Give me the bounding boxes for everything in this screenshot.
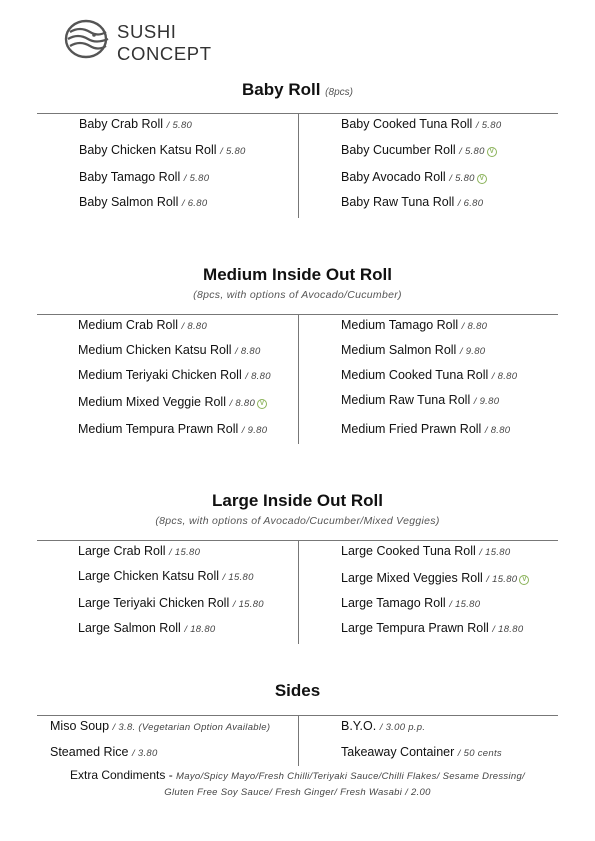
vegetarian-icon: V (487, 147, 497, 157)
menu-item (341, 393, 499, 407)
menu-item-price: / 6.80 (457, 198, 484, 209)
menu-item-name: Steamed Rice (50, 745, 129, 759)
menu-item-price: / 15.80 (449, 599, 481, 610)
section-note: (8pcs) (325, 87, 353, 98)
menu-item-price: / 5.80 (449, 173, 475, 184)
menu-item (341, 544, 510, 558)
vegetarian-icon: V (519, 575, 529, 585)
menu-item (50, 745, 158, 759)
extra-condiments (0, 768, 595, 800)
menu-item-price: / 15.80 (486, 574, 518, 585)
menu-item (78, 596, 264, 610)
menu-item-price: / 9.80 (241, 425, 268, 436)
menu-item-name: Medium Salmon Roll (341, 343, 457, 357)
fish-logo-icon (64, 18, 112, 60)
brand-name (117, 21, 212, 65)
condiments-list-line-1: Mayo/Spicy Mayo/Fresh Chilli/Teriyaki Sauce/Chilli Flakes/ Sesame Dressing/ (176, 771, 525, 782)
menu-item (78, 544, 200, 558)
menu-item (341, 596, 480, 610)
medium-roll-subtitle: (8pcs, with options of Avocado/Cucumber) (193, 289, 402, 301)
large-roll-title (0, 491, 595, 511)
menu-item-name: Large Mixed Veggies Roll (341, 571, 483, 585)
medium-roll-title (0, 265, 595, 285)
menu-item (341, 621, 523, 635)
column-divider (298, 113, 299, 218)
menu-item-name: Large Tamago Roll (341, 596, 446, 610)
menu-item-name: Medium Tamago Roll (341, 318, 459, 332)
menu-item-price: / 15.80 (222, 572, 254, 583)
menu-item (341, 571, 529, 585)
menu-item (341, 318, 487, 332)
menu-item (78, 395, 267, 409)
menu-item-name: Baby Salmon Roll (79, 195, 179, 209)
menu-item-price: / 8.80 (235, 346, 261, 357)
menu-item-name: Medium Mixed Veggie Roll (78, 395, 226, 409)
menu-item-name: Takeaway Container (341, 745, 455, 759)
menu-item-name: Large Salmon Roll (78, 621, 181, 635)
menu-item (78, 422, 267, 436)
menu-item-price: / 8.80 (461, 321, 488, 332)
menu-item-name: Miso Soup (50, 719, 110, 733)
menu-item-name: Large Teriyaki Chicken Roll (78, 596, 230, 610)
section-title-text: Medium Inside Out Roll (203, 265, 392, 284)
menu-item (78, 569, 254, 583)
brand-line-2: CONCEPT (117, 43, 212, 64)
menu-item (78, 621, 215, 635)
menu-item-price: / 18.80 (184, 624, 216, 635)
menu-item (79, 170, 209, 184)
section-title-text: Sides (274, 681, 321, 700)
menu-item-price: / 3.00 p.p. (379, 722, 426, 733)
menu-item-price: / 15.80 (232, 599, 264, 610)
menu-item-price: / 50 cents (457, 748, 502, 759)
menu-item-name: Medium Tempura Prawn Roll (78, 422, 239, 436)
column-divider (298, 540, 299, 644)
menu-item-price: / 8.80 (245, 371, 271, 382)
menu-item-name: Medium Teriyaki Chicken Roll (78, 368, 242, 382)
menu-item (78, 368, 271, 382)
column-divider (298, 715, 299, 766)
menu-item-name: Large Chicken Katsu Roll (78, 569, 220, 583)
sides-title (0, 681, 595, 701)
menu-item (78, 343, 261, 357)
menu-item-name: Baby Tamago Roll (79, 170, 181, 184)
menu-item-name: Medium Cooked Tuna Roll (341, 368, 489, 382)
menu-item-price: / 9.80 (459, 346, 486, 357)
vegetarian-icon: V (257, 399, 267, 409)
menu-item (79, 117, 192, 131)
menu-item-name: Large Cooked Tuna Roll (341, 544, 476, 558)
baby-roll-title (0, 80, 595, 100)
column-divider (298, 314, 299, 444)
menu-item-price: / 15.80 (169, 547, 201, 558)
menu-item-name: Medium Chicken Katsu Roll (78, 343, 232, 357)
menu-item-name: Baby Crab Roll (79, 117, 164, 131)
menu-item-price: / 8.80 (229, 398, 256, 409)
vegetarian-icon: V (477, 174, 487, 184)
menu-item (341, 170, 487, 184)
menu-item-price: / 5.80 (166, 120, 193, 131)
menu-item (341, 745, 502, 759)
menu-item-name: B.Y.O. (341, 719, 377, 733)
large-roll-subtitle: (8pcs, with options of Avocado/Cucumber/Mixed Veggies) (155, 515, 440, 527)
menu-item-price: / 5.80 (475, 120, 502, 131)
menu-item (341, 368, 517, 382)
menu-item-price: / 5.80 (183, 173, 210, 184)
menu-item-name: Baby Raw Tuna Roll (341, 195, 455, 209)
menu-item (50, 719, 270, 733)
menu-item-price: / 8.80 (181, 321, 208, 332)
menu-item (341, 343, 485, 357)
menu-item-price: / 6.80 (181, 198, 208, 209)
menu-item-name: Baby Chicken Katsu Roll (79, 143, 217, 157)
menu-item (341, 719, 425, 733)
menu-item-price: / 15.80 (479, 547, 511, 558)
menu-item (78, 318, 207, 332)
menu-item-name: Baby Cooked Tuna Roll (341, 117, 473, 131)
brand-line-1: SUSHI (117, 21, 177, 42)
menu-item-name: Medium Fried Prawn Roll (341, 422, 482, 436)
menu-item-price: / 5.80 (220, 146, 246, 157)
menu-item-name: Large Tempura Prawn Roll (341, 621, 489, 635)
menu-item-name: Baby Avocado Roll (341, 170, 446, 184)
menu-item-price: / 8.80 (484, 425, 511, 436)
condiments-list-line-2: Gluten Free Soy Sauce/ Fresh Ginger/ Fresh Wasabi / 2.00 (164, 787, 431, 798)
menu-item-name: Baby Cucumber Roll (341, 143, 456, 157)
menu-item-price: / 3.80 (132, 748, 158, 759)
menu-item-price: / 5.80 (459, 146, 485, 157)
menu-item (341, 117, 501, 131)
menu-item-price: / 3.8. (Vegetarian Option Available) (112, 722, 271, 733)
menu-item (79, 143, 246, 157)
section-title-text: Baby Roll (242, 80, 321, 99)
menu-item-name: Large Crab Roll (78, 544, 166, 558)
menu-item (341, 195, 483, 209)
menu-item-price: / 18.80 (492, 624, 524, 635)
menu-item-price: / 8.80 (491, 371, 518, 382)
menu-item (341, 143, 497, 157)
menu-item (341, 422, 510, 436)
condiments-label: Extra Condiments - (69, 768, 173, 782)
menu-item (79, 195, 207, 209)
menu-item-name: Medium Crab Roll (78, 318, 179, 332)
section-title-text: Large Inside Out Roll (212, 491, 383, 510)
brand-logo (64, 16, 244, 72)
menu-item-price: / 9.80 (473, 396, 500, 407)
menu-item-name: Medium Raw Tuna Roll (341, 393, 471, 407)
